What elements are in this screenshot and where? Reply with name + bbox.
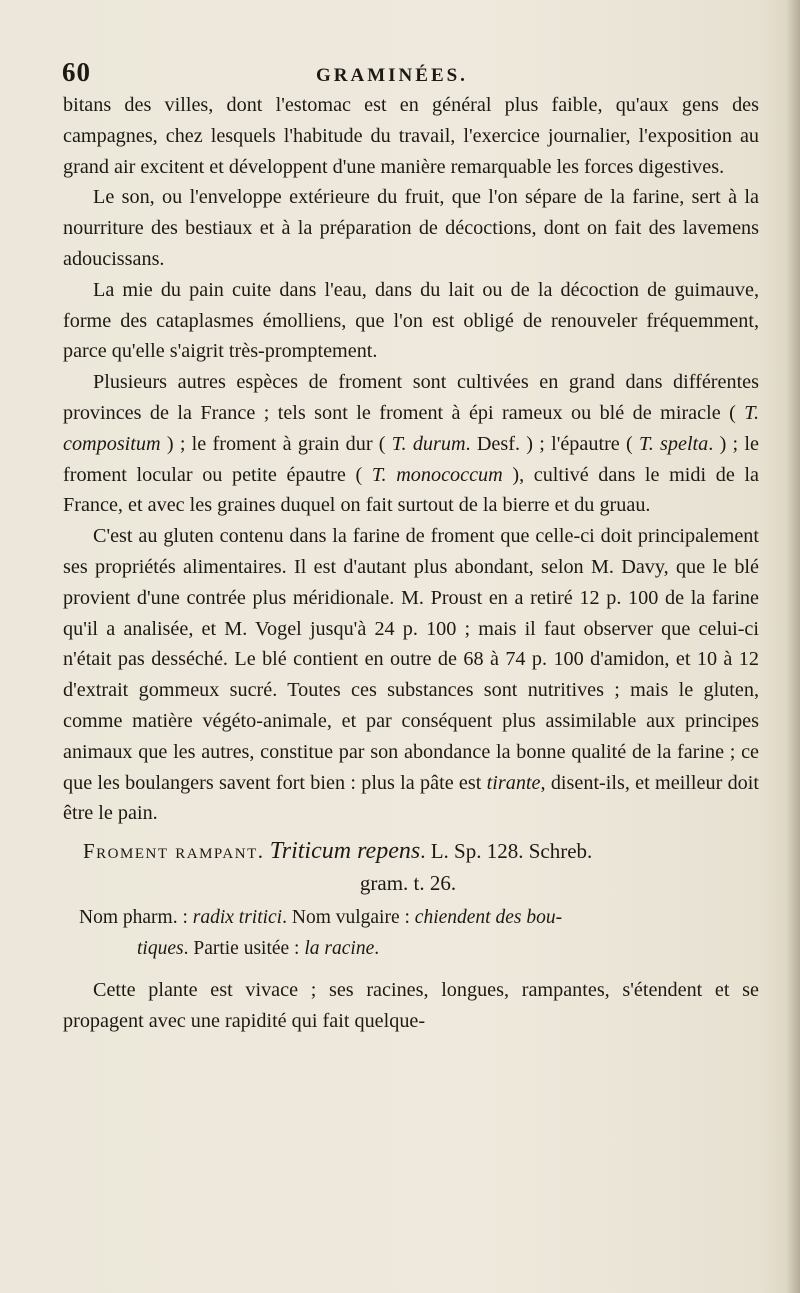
entry-authority: . L. Sp. 128. Schreb. — [420, 839, 593, 864]
body-text — [63, 90, 759, 1036]
paragraph-continuation: bitans des villes, dont l'estomac est en général plus faible, qu'aux gens des campagnes, chez lesquels l'habitude du travail, l'exercice journalier, l'exposition au grand air excitent et développent d'une manière remarquable les forces digestives. — [63, 94, 759, 178]
entry-common-name: Froment rampant. — [83, 839, 265, 864]
entry-names: Nom pharm. : radix tritici. Nom vulgaire : chiendent des bou- tiques. Partie usitée : la racine. — [63, 903, 759, 965]
paragraph-gluten: C'est au gluten contenu dans la farine de froment que celle-ci doit principalement ses propriétés alimentaires. Il est d'autant plus abondant, selon M. Davy, que le blé provient d'une contrée plus méridionale. M. Proust en a retiré 12 p. 100 de la farine qu'il a analisée, et M. Vogel jusqu'à 24 p. 100 ; mais il faut observer que celui-ci n'était pas desséché. Le blé contient en outre de 68 à 74 p. 100 d'amidon, et 10 à 12 d'extrait gommeux sucré. Toutes ces substances sont nutritives ; mais le gluten, comme matière végéto-animale, et par conséquent plus assimilable aux principes animaux que les autres, constitue par son abondance la bonne qualité de la farine ; ce que les boulangers savent fort bien : plus la pâte est tirante, disent-ils, et meilleur doit être le pain. — [63, 525, 759, 825]
page-number: 60 — [62, 57, 91, 87]
pharm-name: radix tritici — [192, 907, 283, 929]
emphasis-word: tirante — [486, 771, 541, 794]
entry-latin-name: Triticum repens — [269, 838, 421, 865]
species-name: T. durum — [391, 432, 466, 455]
vulgar-name: chiendent des bou- — [414, 907, 563, 929]
species-name: T. spelta — [639, 432, 709, 455]
paragraph-mie-du-pain: La mie du pain cuite dans l'eau, dans du lait ou de la décoction de guimauve, forme des cataplasmes émolliens, que l'on est obligé de renouveler fréquemment, parce qu'elle s'aigrit très-promptement. — [63, 278, 759, 363]
spacer — [63, 965, 759, 975]
species-name: T. monococcum — [371, 463, 503, 486]
entry-names-continued: tiques. Partie usitée : la racine. — [137, 937, 380, 959]
paragraph-autres-especes: Plusieurs autres espèces de froment sont cultivées en grand dans différentes provinces de la France ; tels sont le froment à épi rameux ou blé de miracle ( T. compositum ) ; le froment à grain dur ( T. durum. Desf. ) ; l'épautre ( T. spelta. ) ; le froment locular ou petite épautre ( T. monococcum ), cultivé dans le midi de la France, et avec les graines duquel on fait surtout de la bierre et du gruau. — [63, 371, 759, 517]
paragraph-son: Le son, ou l'enveloppe extérieure du fruit, que l'on sépare de la farine, sert à la nourriture des bestiaux et à la préparation de décoctions, dont on fait des lavemens adoucissans. — [63, 186, 759, 270]
entry-heading — [63, 835, 759, 899]
part-used: la racine — [304, 937, 375, 959]
page-header — [62, 55, 762, 95]
species-name: T. compositum — [63, 401, 759, 455]
running-head: GRAMINÉES. — [316, 65, 468, 86]
paragraph-description: Cette plante est vivace ; ses racines, longues, rampantes, s'étendent et se propagent avec une rapidité qui fait quelque- — [63, 978, 759, 1032]
entry-authority-continued: gram. t. 26. — [359, 871, 457, 896]
page-edge-shadow — [786, 0, 800, 1293]
